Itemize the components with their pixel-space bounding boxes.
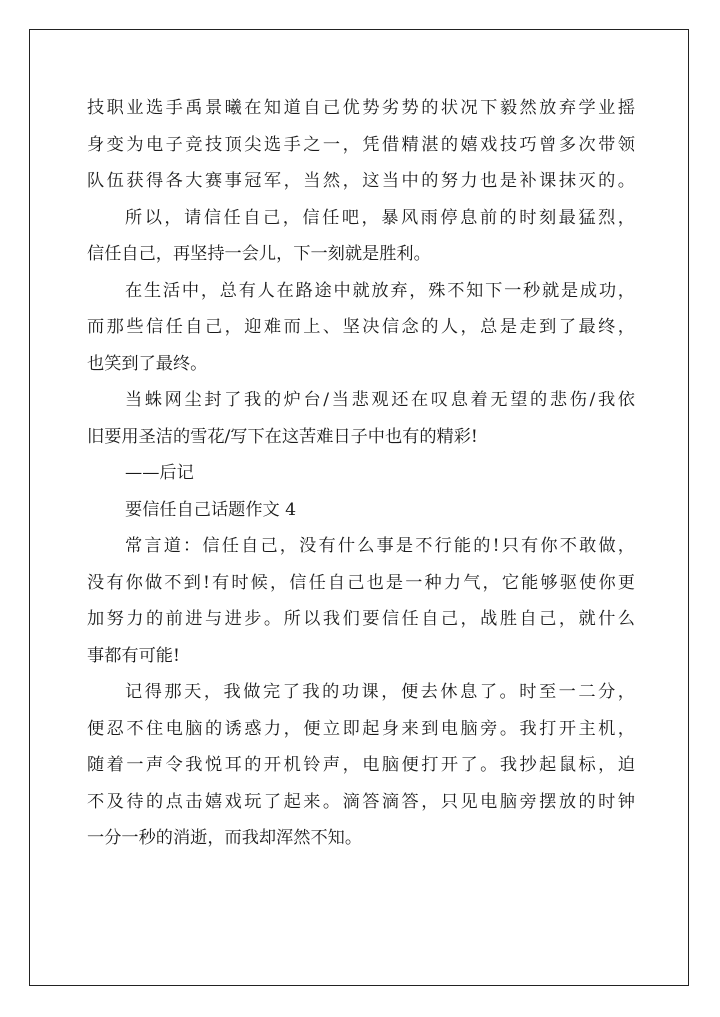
text-line: 事都有可能! <box>87 645 180 666</box>
text-line: 当蛛网尘封了我的炉台/当悲观还在叹息着无望的悲伤/我依 <box>125 390 635 410</box>
text-line: 而那些信任自己，迎难而上、坚决信念的人，总是走到了最终， <box>87 317 635 337</box>
text-line: 队伍获得各大赛事冠军，当然，这当中的努力也是补课抹灭的。 <box>87 171 635 191</box>
text-line: 一分一秒的消逝，而我却浑然不知。 <box>87 828 363 848</box>
document-body <box>87 90 635 857</box>
text-line: 便忍不住电脑的诱惑力，便立即起身来到电脑旁。我打开主机， <box>87 718 635 739</box>
text-line: 在生活中，总有人在路途中就放弃，殊不知下一秒就是成功， <box>125 280 635 301</box>
text-line: 记得那天，我做完了我的功课，便去休息了。时至一二分， <box>125 682 635 702</box>
section-heading: 要信任自己话题作文 4 <box>125 499 297 520</box>
text-line: 常言道：信任自己，没有什么事是不行能的!只有你不敢做， <box>125 536 635 556</box>
text-line: 不及待的点击嬉戏玩了起来。滴答滴答，只见电脑旁摆放的时钟 <box>87 791 635 812</box>
text-line: 随着一声令我悦耳的开机铃声，电脑便打开了。我抄起鼠标，迫 <box>87 755 635 775</box>
text-line: 旧要用圣洁的雪花/写下在这苦难日子中也有的精彩! <box>87 426 478 447</box>
text-line: 技职业选手禹景曦在知道自己优势劣势的状况下毅然放弃学业摇 <box>87 98 635 118</box>
text-line: 也笑到了最终。 <box>87 353 208 374</box>
text-line: 身变为电子竞技顶尖选手之一，凭借精湛的嬉戏技巧曾多次带领 <box>87 134 635 155</box>
text-line: 所以，请信任自己，信任吧，暴风雨停息前的时刻最猛烈， <box>125 207 635 228</box>
text-line: 没有你做不到!有时候，信任自己也是一种力气，它能够驱使你更 <box>87 572 635 593</box>
text-line: 加努力的前进与进步。所以我们要信任自己，战胜自己，就什么 <box>87 609 635 629</box>
afterword-label: ——后记 <box>125 463 194 483</box>
text-line: 信任自己，再坚持一会儿，下一刻就是胜利。 <box>87 244 431 264</box>
